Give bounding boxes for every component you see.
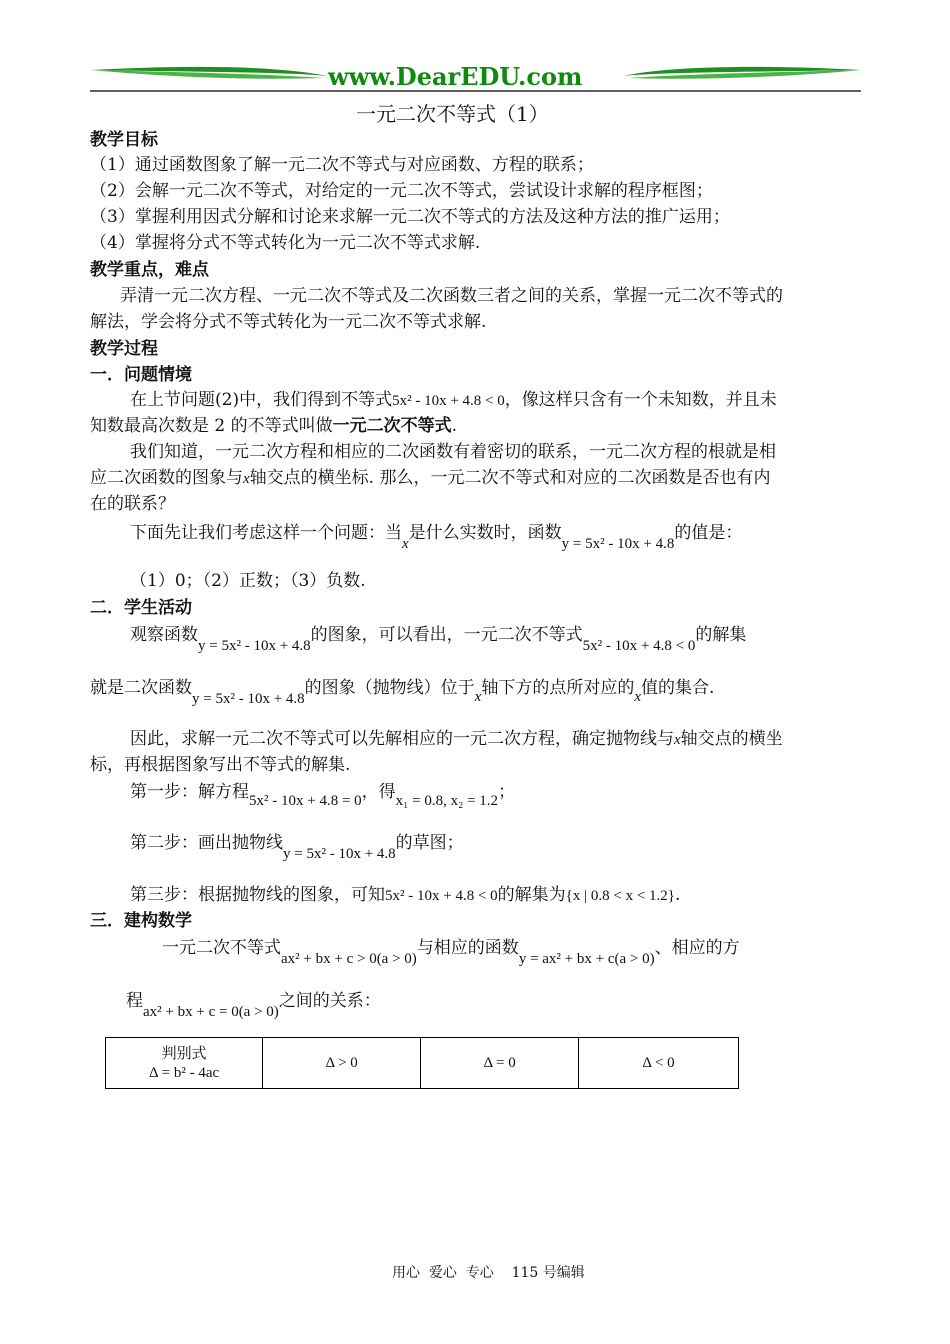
section-heading-goals: 教学目标 — [90, 130, 158, 150]
section-heading-process: 教学过程 — [90, 339, 158, 359]
table-header-cell: 判别式 Δ = b² - 4ac — [106, 1038, 263, 1089]
table-row — [106, 1038, 739, 1089]
site-logo-text: www.DearEDU.com — [328, 62, 583, 91]
table-cell-zero: Δ = 0 — [421, 1038, 579, 1089]
construct-para-line-2: 程ax² + bx + c = 0(a > 0)之间的关系： — [126, 991, 381, 1020]
table-cell-negative: Δ < 0 — [579, 1038, 739, 1089]
activity-para-2-line-2: 标，再根据图象写出不等式的解集. — [90, 755, 351, 775]
problem-question-list: （1）0；（2）正数；（3）负数. — [130, 571, 366, 591]
keypoints-line-1: 弄清一元二次方程、一元二次不等式及二次函数三者之间的关系，掌握一元二次不等式的 — [120, 286, 783, 306]
goal-item-2: （2）会解一元二次不等式，对给定的一元二次不等式，尝试设计求解的程序框图； — [90, 181, 713, 201]
activity-para-1-line-2: 就是二次函数y = 5x² - 10x + 4.8的图象（抛物线）位于x轴下方的点所对应的x值的集合. — [90, 678, 715, 707]
goal-item-4: （4）掌握将分式不等式转化为一元二次不等式求解. — [90, 233, 481, 253]
step-1: 第一步：解方程5x² - 10x + 4.8 = 0，得x₁ = 0.8, x₂ = 1.2； — [130, 782, 516, 809]
activity-para-2-line-1: 因此，求解一元二次不等式可以先解相应的一元二次方程，确定抛物线与x轴交点的横坐 — [130, 729, 783, 749]
subheading-problem: 一．问题情境 — [90, 365, 192, 385]
definition-term: 一元二次不等式 — [332, 416, 452, 436]
construct-para-line-1: 一元二次不等式ax² + bx + c > 0(a > 0)与相应的函数y = ax² + bx + c(a > 0)、相应的方 — [162, 938, 740, 967]
problem-para-2-line-1: 我们知道，一元二次方程和相应的二次函数有着密切的联系，一元二次方程的根就是相 — [130, 442, 776, 462]
discriminant-table — [105, 1037, 739, 1089]
keypoints-line-2: 解法，学会将分式不等式转化为一元二次不等式求解. — [90, 312, 487, 332]
activity-para-1-line-1: 观察函数y = 5x² - 10x + 4.8的图象，可以看出，一元二次不等式5x² - 10x + 4.8 < 0的解集 — [130, 625, 747, 654]
subheading-construct: 三．建构数学 — [90, 911, 192, 931]
page-title: 一元二次不等式（1） — [356, 102, 549, 126]
goal-item-1: （1）通过函数图象了解一元二次不等式与对应函数、方程的联系； — [90, 155, 594, 175]
step-2: 第二步：画出抛物线y = 5x² - 10x + 4.8的草图； — [130, 833, 464, 862]
problem-para-3: 下面先让我们考虑这样一个问题：当x是什么实数时，函数y = 5x² - 10x + 4.8的值是： — [130, 523, 743, 552]
function-math: y = 5x² - 10x + 4.8 — [561, 536, 675, 552]
subheading-activity: 二．学生活动 — [90, 598, 192, 618]
problem-para-2-line-2: 应二次函数的图象与x轴交点的横坐标. 那么，一元二次不等式和对应的二次函数是否也有内 — [90, 468, 771, 488]
step-3: 第三步：根据抛物线的图象，可知5x² - 10x + 4.8 < 0的解集为{x | 0.8 < x < 1.2}. — [130, 885, 681, 905]
section-heading-keypoints: 教学重点，难点 — [90, 260, 209, 280]
problem-para-1-line-2: 知数最高次数是 2 的不等式叫做一元二次不等式. — [90, 416, 458, 436]
page-footer: 用心 爱心 专心 115 号编辑 — [392, 1265, 585, 1281]
goal-item-3: （3）掌握利用因式分解和讨论来求解一元二次不等式的方法及这种方法的推广运用； — [90, 207, 730, 227]
table-cell-positive: Δ > 0 — [263, 1038, 421, 1089]
inequality-math: 5x² - 10x + 4.8 < 0 — [392, 393, 505, 409]
problem-para-2-line-3: 在的联系？ — [90, 494, 175, 514]
problem-para-1-line-1: 在上节问题(2)中，我们得到不等式5x² - 10x + 4.8 < 0，像这样只含有一个未知数，并且未 — [130, 390, 777, 410]
